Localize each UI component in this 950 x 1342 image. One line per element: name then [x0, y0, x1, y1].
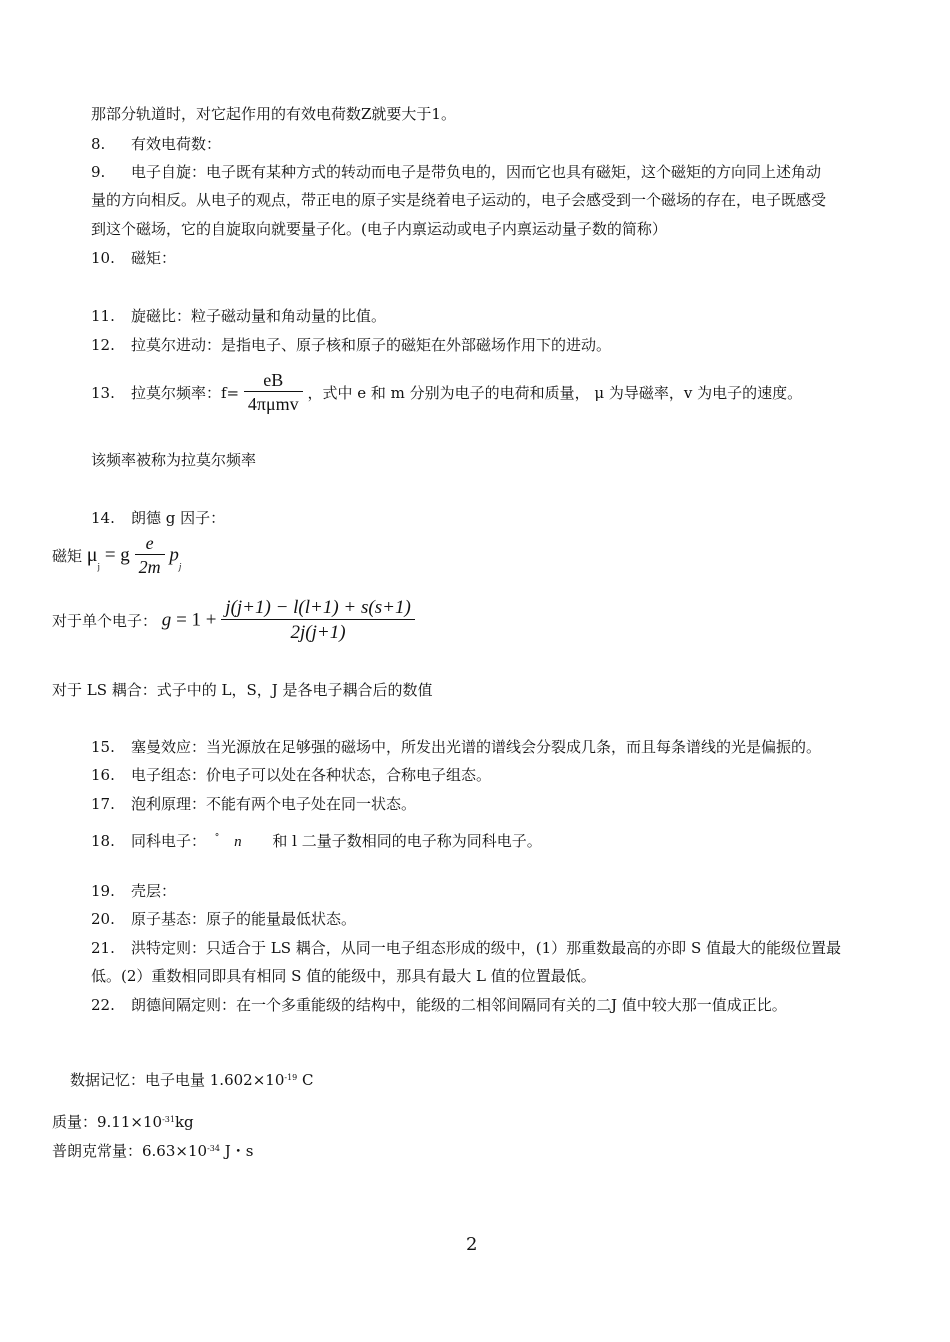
- planck-label: 普朗克常量：6.63×10: [52, 1142, 208, 1160]
- item-10: [91, 248, 176, 268]
- item-12: [91, 335, 611, 355]
- item-9: [91, 162, 821, 182]
- item-text: 旋磁比：粒子磁动量和角动量的比值。: [131, 307, 387, 325]
- larmor-formula: [244, 370, 303, 415]
- mass-label: 质量：9.11×10: [52, 1113, 163, 1131]
- intro-line: 那部分轨道时，对它起作用的有效电荷数Z就要大于1。: [91, 105, 456, 123]
- item-number: 20.: [91, 910, 115, 928]
- formula-numerator: e: [145, 533, 154, 553]
- page-number: 2: [466, 1234, 478, 1255]
- formula-denominator: 4πμmv: [244, 391, 303, 415]
- p-symbol: p: [169, 544, 179, 566]
- item-text: 拉莫尔进动：是指电子、原子核和原子的磁矩在外部磁场作用下的进动。: [131, 336, 612, 354]
- item-text: 电子自旋：电子既有某种方式的转动而电子是带负电的，因而它也具有磁矩，这个磁矩的方向同上述角动: [131, 163, 822, 181]
- memory-charge: [70, 1068, 314, 1090]
- item-number: 10.: [91, 249, 115, 267]
- planck-exponent: -34: [207, 1144, 220, 1153]
- ls-coupling-note: 对于 LS 耦合：式子中的 L，S，J 是各电子耦合后的数值: [52, 681, 433, 699]
- item-13: [91, 370, 802, 415]
- item-number: 19.: [91, 882, 115, 900]
- formula-denominator: 2j(j+1): [221, 619, 414, 644]
- item-19: [91, 881, 176, 901]
- larmor-label: 拉莫尔频率：f=: [131, 384, 240, 402]
- mass-exponent: -31: [162, 1115, 175, 1124]
- item-number: 15.: [91, 738, 115, 756]
- item-text: 和 l 二量子数相同的电子称为同科电子。: [272, 832, 542, 850]
- formula-numerator: eB: [263, 370, 284, 390]
- item-text: 朗德间隔定则：在一个多重能级的结构中，能级的二相邻间隔同有关的二J 值中较大那一值成正比。: [131, 996, 787, 1014]
- equals-one-plus: = 1 +: [176, 609, 217, 631]
- item-text: 有效电荷数：: [131, 135, 222, 153]
- charge-unit: C: [297, 1071, 314, 1089]
- item-number: 9.: [91, 163, 106, 181]
- item-number: 16.: [91, 766, 115, 784]
- mass-unit: kg: [174, 1113, 194, 1131]
- item-text: 原子基态：原子的能量最低状态。: [131, 910, 357, 928]
- formula-numerator: j(j+1) − l(l+1) + s(s+1): [225, 597, 411, 618]
- item-number: 17.: [91, 795, 115, 813]
- item-11: [91, 306, 386, 326]
- lande-fraction: [221, 597, 414, 644]
- larmor-description: ，式中 e 和 m 分别为电子的电荷和质量， μ 为导磁率，v 为电子的速度。: [307, 384, 803, 402]
- charge-exponent: -19: [284, 1073, 298, 1082]
- memory-planck: [52, 1139, 253, 1161]
- mu-subscript: j: [97, 561, 101, 572]
- formula-denominator: 2m: [135, 554, 165, 578]
- item-text: 电子组态：价电子可以处在各种状态，合称电子组态。: [131, 766, 492, 784]
- item-text: 朗德 g 因子：: [131, 509, 226, 527]
- item-number: 14.: [91, 509, 115, 527]
- item-21-line-2: 低。(2）重数相同即具有相同 S 值的能级中，那具有最大 L 值的位置最低。: [91, 967, 596, 985]
- degree-mark: °: [214, 833, 220, 843]
- planck-unit: J・s: [219, 1142, 254, 1160]
- charge-label: 数据记忆：电子电量 1.602×10: [70, 1071, 285, 1089]
- larmor-note: 该频率被称为拉莫尔频率: [91, 451, 257, 469]
- item-number: 21.: [91, 939, 115, 957]
- e-over-2m: [135, 533, 165, 578]
- item-number: 13.: [91, 383, 115, 402]
- item-number: 11.: [91, 307, 115, 325]
- item-8: [91, 134, 221, 154]
- item-21: [91, 938, 841, 958]
- p-subscript: j: [178, 561, 182, 572]
- item-number: 18.: [91, 832, 115, 850]
- lande-g-formula: [52, 597, 415, 644]
- item-18: [91, 828, 542, 852]
- item-20: [91, 909, 356, 929]
- item-number: 12.: [91, 336, 115, 354]
- n-symbol: n: [234, 834, 242, 850]
- item-text: 壳层：: [131, 882, 177, 900]
- item-22: [91, 995, 787, 1015]
- single-electron-label: 对于单个电子：: [52, 612, 158, 630]
- moment-label: 磁矩: [52, 547, 83, 565]
- item-text: 泡利原理：不能有两个电子处在同一状态。: [131, 795, 417, 813]
- item-text: 塞曼效应：当光源放在足够强的磁场中，所发出光谱的谱线会分裂成几条，而且每条谱线的光是偏振的。: [131, 738, 822, 756]
- item-16: [91, 765, 491, 785]
- magnetic-moment-formula: [52, 533, 181, 578]
- item-label: 同科电子：: [131, 832, 207, 850]
- item-text: 洪特定则：只适合于 LS 耦合，从同一电子组态形成的级中，(1）那重数最高的亦即 S 值最大的能级位置最: [131, 939, 841, 957]
- item-9-line-2: 量的方向相反。从电子的观点，带正电的原子实是绕着电子运动的，电子会感受到一个磁场的存在，电子既感受: [91, 191, 827, 209]
- memory-mass: [52, 1110, 194, 1132]
- mu-symbol: μ: [86, 544, 98, 566]
- item-14: [91, 508, 225, 528]
- item-text: 磁矩：: [131, 249, 177, 267]
- item-9-line-3: 到这个磁场，它的自旋取向就要量子化。(电子内禀运动或电子内禀运动量子数的简称）: [91, 220, 667, 238]
- g-symbol: g: [161, 609, 172, 631]
- item-number: 8.: [91, 135, 106, 153]
- item-15: [91, 737, 821, 757]
- item-17: [91, 794, 416, 814]
- item-number: 22.: [91, 996, 115, 1014]
- equals-g: = g: [104, 544, 130, 566]
